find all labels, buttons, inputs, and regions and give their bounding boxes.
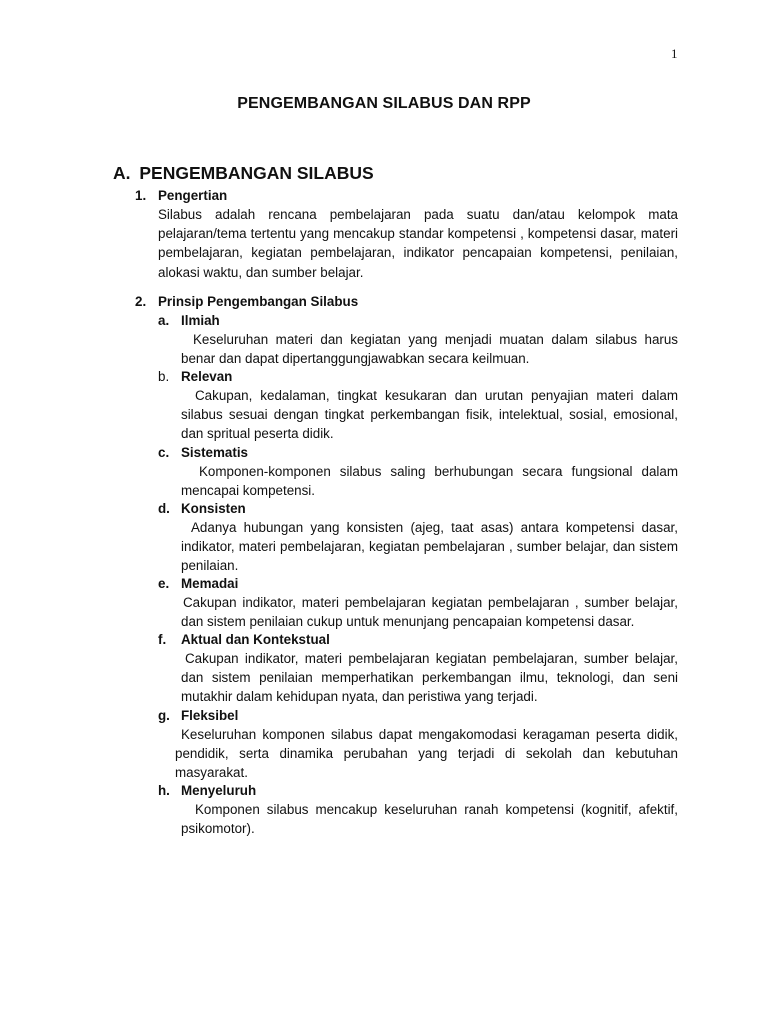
principle-paragraph: Cakupan, kedalaman, tingkat kesukaran dan urutan penyajian materi dalam silabus sesuai dengan tingkat perkembangan fisik, intelektual, sosial, emosional, dan spritual peserta didik.: [181, 388, 678, 442]
principle-heading: Menyeluruh: [181, 783, 257, 798]
principle-heading: Aktual dan Kontekstual: [181, 632, 330, 647]
principle-paragraph: Komponen-komponen silabus saling berhubungan secara fungsional dalam mencapai kompetensi.: [181, 464, 678, 499]
principle-letter: c.: [158, 445, 170, 460]
principle-heading: Konsisten: [181, 501, 246, 516]
document-title: PENGEMBANGAN SILABUS DAN RPP: [237, 95, 531, 112]
principle-letter: d.: [158, 501, 170, 516]
principle-letter: g.: [158, 708, 170, 723]
page-number: 1: [671, 46, 678, 61]
principle-letter: e.: [158, 576, 170, 591]
principle-letter: b.: [158, 369, 170, 384]
principle-heading: Memadai: [181, 576, 239, 591]
principle-letter: a.: [158, 313, 170, 328]
principle-letter: h.: [158, 783, 170, 798]
item-number: 2.: [135, 294, 147, 309]
principle-heading: Fleksibel: [181, 708, 239, 723]
principle-heading: Relevan: [181, 369, 233, 384]
principle-heading: Ilmiah: [181, 313, 220, 328]
principle-heading: Sistematis: [181, 445, 248, 460]
principle-letter: f.: [158, 632, 167, 647]
principle-paragraph: Adanya hubungan yang konsisten (ajeg, taat asas) antara kompetensi dasar, indikator, materi pembelajaran, kegiatan pembelajaran , sumber belajar, dan sistem penilaian.: [181, 520, 678, 574]
principle-paragraph: Cakupan indikator, materi pembelajaran kegiatan pembelajaran , sumber belajar, dan sistem penilaian cukup untuk menunjang pencapaian kompetensi dasar.: [181, 595, 678, 630]
item-number: 1.: [135, 188, 147, 203]
item-heading: Prinsip Pengembangan Silabus: [158, 294, 359, 309]
principle-paragraph: Komponen silabus mencakup keseluruhan ranah kompetensi (kognitif, afektif, psikomotor).: [181, 802, 678, 837]
principle-paragraph: Keseluruhan komponen silabus dapat mengakomodasi keragaman peserta didik, pendidik, serta dinamika perubahan yang terjadi di sekolah dan kebutuhan masyarakat.: [175, 727, 678, 781]
principle-paragraph: Cakupan indikator, materi pembelajaran kegiatan pembelajaran, sumber belajar, dan sistem penilaian memperhatikan perkembangan ilmu, teknologi, dan seni mutakhir dalam kehidupan nyata, dan peristiwa yang terjadi.: [181, 651, 678, 705]
section-heading: [113, 163, 374, 184]
item-heading: Pengertian: [158, 188, 228, 203]
section-heading-text: PENGEMBANGAN SILABUS: [139, 163, 374, 183]
section-letter: A.: [113, 163, 131, 183]
principle-paragraph: Keseluruhan materi dan kegiatan yang menjadi muatan dalam silabus harus benar dan dapat dipertanggungjawabkan secara keilmuan.: [181, 332, 678, 367]
item-paragraph: Silabus adalah rencana pembelajaran pada suatu dan/atau kelompok mata pelajaran/tema tertentu yang mencakup standar kompetensi , kompetensi dasar, materi pembelajaran, kegiatan pembelajaran, indikator pencapaian kompetensi, penilaian, alokasi waktu, dan sumber belajar.: [158, 207, 678, 280]
